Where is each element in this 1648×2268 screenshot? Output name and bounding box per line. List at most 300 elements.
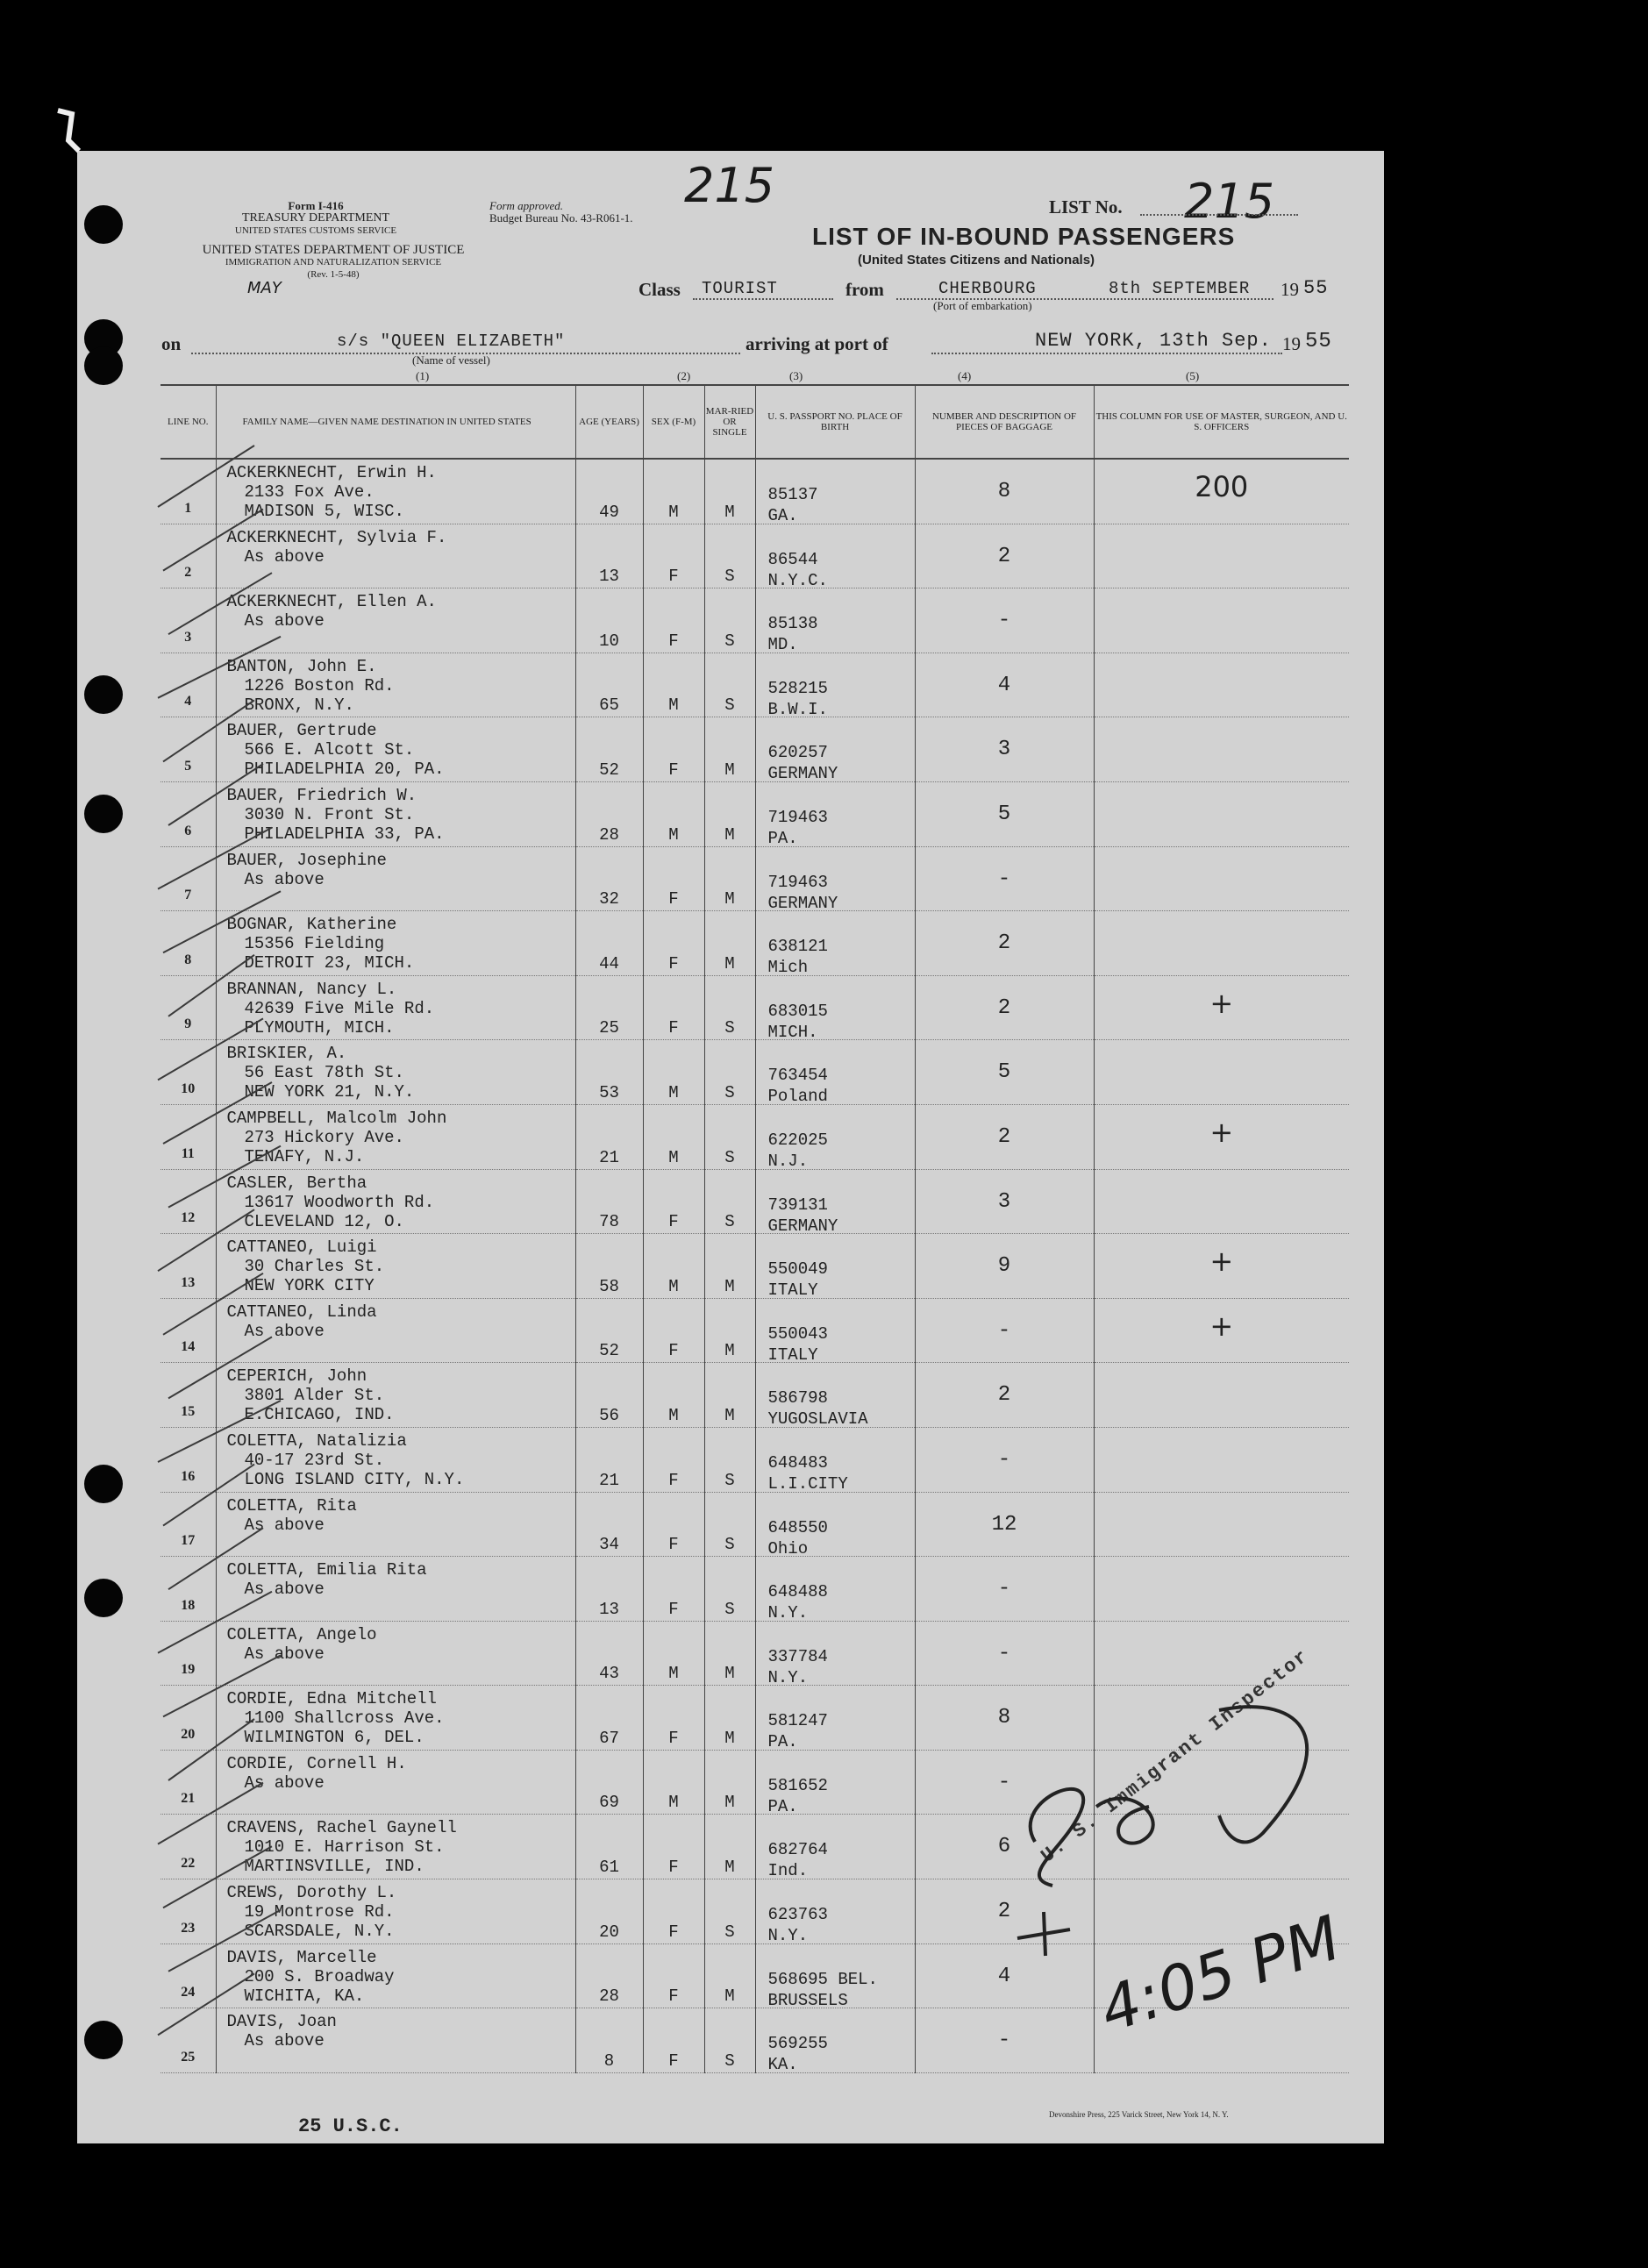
printer-imprint: Devonshire Press, 225 Varick Street, New York 14, N. Y.: [1049, 2110, 1229, 2119]
marital-status: S: [724, 1147, 735, 1167]
sex: F: [668, 1728, 679, 1748]
marital-status: M: [724, 889, 735, 909]
line-number: 1: [184, 500, 192, 516]
year-prefix: 19: [1281, 279, 1299, 300]
col-header-line: LINE NO.: [161, 385, 216, 459]
sex: F: [668, 953, 679, 974]
col-header-married: MAR-RIED OR SINGLE: [704, 385, 755, 459]
passenger-name: COLETTA, Emilia Rita: [226, 1560, 427, 1580]
passenger-name: CATTANEO, Luigi: [226, 1237, 377, 1258]
line-number: 24: [181, 1985, 196, 2001]
sex: F: [668, 1212, 679, 1232]
arrival-year-prefix: 19: [1282, 333, 1301, 354]
sex: F: [668, 889, 679, 909]
check-mark: [163, 1846, 272, 1908]
marital-status: M: [724, 1986, 735, 2007]
treasury-department: TREASURY DEPARTMENT: [241, 211, 390, 225]
baggage-count: 2: [997, 1900, 1011, 1924]
age: 32: [599, 889, 619, 909]
check-mark: [158, 1783, 263, 1844]
place-of-birth: N.Y.C.: [767, 570, 828, 590]
line-number: 21: [181, 1791, 196, 1807]
check-mark: [168, 1528, 263, 1589]
address-line-2: PLYMOUTH, MICH.: [244, 1017, 395, 1038]
address-line-2: CLEVELAND 12, O.: [244, 1211, 404, 1231]
address-line-2: NEW YORK CITY: [244, 1276, 375, 1296]
col-number-1: (1): [416, 369, 430, 382]
address-line-1: As above: [244, 1321, 325, 1341]
footer-code: 25 U.S.C.: [298, 2115, 403, 2137]
age: 25: [599, 1018, 619, 1038]
marital-status: M: [724, 1276, 735, 1296]
form-approved: Form approved.: [489, 199, 564, 212]
sex: F: [668, 1599, 679, 1619]
address-line-1: As above: [244, 546, 325, 567]
age: 21: [599, 1147, 619, 1167]
baggage-count: 5: [997, 802, 1011, 826]
line-number: 3: [184, 629, 192, 645]
line-number: 14: [181, 1339, 196, 1355]
address-line-2: PHILADELPHIA 33, PA.: [244, 824, 445, 844]
vessel-caption: (Name of vessel): [412, 353, 490, 367]
sex: M: [668, 1793, 679, 1813]
on-label: on: [161, 333, 182, 354]
address-line-1: 566 E. Alcott St.: [244, 740, 415, 760]
sex: M: [668, 502, 679, 522]
col-number-5: (5): [1186, 369, 1200, 382]
check-mark: [163, 700, 254, 761]
col-number-2: (2): [677, 369, 691, 382]
passport-number: 739131: [767, 1195, 828, 1215]
check-mark: [163, 1082, 272, 1144]
address-line-1: 2133 Fox Ave.: [244, 482, 375, 502]
place-of-birth: BRUSSELS: [767, 1990, 848, 2010]
place-of-birth: N.Y.: [767, 1603, 809, 1623]
place-of-birth: ITALY: [767, 1280, 818, 1301]
place-of-birth: Ind.: [767, 1861, 809, 1881]
marital-status: M: [724, 1793, 735, 1813]
sex: F: [668, 567, 679, 587]
place-of-birth: MICH.: [767, 1022, 818, 1042]
page-subtitle: (United States Citizens and Nationals): [858, 253, 1095, 267]
baggage-count: 8: [997, 1706, 1011, 1730]
place-of-birth: Mich: [767, 958, 809, 978]
place-of-birth: GERMANY: [767, 764, 838, 784]
arrival-port: NEW YORK, 13th Sep.: [1035, 330, 1272, 352]
address-line-1: 42639 Five Mile Rd.: [244, 998, 435, 1018]
passenger-name: CAMPBELL, Malcolm John: [226, 1108, 447, 1128]
sex: F: [668, 760, 679, 780]
passenger-name: COLETTA, Natalizia: [226, 1430, 407, 1451]
address-line-2: MADISON 5, WISC.: [244, 502, 404, 521]
address-line-2: BRONX, N.Y.: [244, 695, 354, 715]
passport-number: 763454: [767, 1066, 828, 1086]
place-of-birth: GERMANY: [767, 1216, 838, 1236]
passport-number: 569255: [767, 2034, 828, 2054]
sex: M: [668, 1664, 679, 1684]
handwritten-list-number: 215: [1184, 174, 1275, 229]
age: 65: [599, 695, 619, 716]
passenger-name: COLETTA, Rita: [226, 1495, 357, 1516]
place-of-birth: GERMANY: [767, 893, 838, 913]
line-number: 19: [181, 1662, 196, 1678]
address-line-2: TENAFY, N.J.: [244, 1146, 365, 1166]
place-of-birth: KA.: [767, 2055, 798, 2075]
address-line-2: SCARSDALE, N.Y.: [244, 1922, 395, 1942]
place-of-birth: L.I.CITY: [767, 1473, 848, 1494]
baggage-count: 2: [997, 995, 1011, 1020]
age: 52: [599, 1341, 619, 1361]
col-number-3: (3): [789, 369, 803, 382]
check-mark: [163, 891, 281, 952]
passenger-name: CEPERICH, John: [226, 1366, 367, 1387]
age: 34: [599, 1535, 619, 1555]
address-line-1: 15356 Fielding: [244, 934, 385, 954]
line-number: 22: [181, 1856, 196, 1872]
officer-remark: 200: [1195, 470, 1249, 503]
address-line-1: 1226 Boston Rd.: [244, 675, 395, 695]
address-line-1: As above: [244, 869, 325, 889]
place-of-birth: PA.: [767, 1796, 798, 1816]
passenger-name: BRISKIER, A.: [226, 1044, 347, 1064]
passport-number: 648488: [767, 1582, 828, 1602]
line-number: 25: [181, 2049, 196, 2065]
from-label: from: [845, 279, 884, 300]
place-of-birth: N.Y.: [767, 1667, 809, 1687]
marital-status: S: [724, 1082, 735, 1102]
check-mark: [168, 1910, 281, 1972]
line-number: 15: [181, 1403, 196, 1419]
passenger-name: DAVIS, Joan: [226, 2012, 337, 2032]
age: 20: [599, 1922, 619, 1942]
place-of-birth: PA.: [767, 1732, 798, 1752]
address-line-1: 19 Montrose Rd.: [244, 1902, 395, 1922]
officer-remark: +: [1209, 986, 1234, 1020]
passenger-name: CORDIE, Cornell H.: [226, 1753, 407, 1773]
passenger-name: CREWS, Dorothy L.: [226, 1883, 397, 1903]
line-number: 6: [184, 823, 192, 838]
list-no-label: LIST No.: [1049, 196, 1123, 218]
baggage-count: 3: [997, 738, 1011, 762]
line-number: 13: [181, 1274, 196, 1290]
marital-status: S: [724, 567, 735, 587]
passenger-name: BRANNAN, Nancy L.: [226, 979, 397, 999]
officer-remark: +: [1209, 1115, 1234, 1149]
handwritten-list-number-top: 215: [684, 158, 775, 213]
col-header-name: FAMILY NAME—GIVEN NAME DESTINATION IN UNITED STATES: [216, 385, 575, 459]
address-line-2: WICHITA, KA.: [244, 1986, 365, 2006]
from-value: CHERBOURG: [938, 279, 1037, 298]
passport-number: 682764: [767, 1840, 828, 1860]
sex: M: [668, 1276, 679, 1296]
sex: F: [668, 631, 679, 651]
line-number: 4: [184, 694, 192, 710]
age: 58: [599, 1276, 619, 1296]
address-line-2: LONG ISLAND CITY, N.Y.: [244, 1469, 465, 1489]
place-of-birth: N.Y.: [767, 1926, 809, 1946]
place-of-birth: N.J.: [767, 1151, 809, 1171]
col-header-age: AGE (YEARS): [575, 385, 643, 459]
address-line-2: NEW YORK 21, N.Y.: [244, 1082, 415, 1102]
address-line-1: As above: [244, 1644, 325, 1664]
col-header-passport: U. S. PASSPORT NO. PLACE OF BIRTH: [755, 385, 915, 459]
arriving-label: arriving at port of: [746, 333, 888, 354]
passport-number: 581652: [767, 1775, 828, 1795]
sex: M: [668, 824, 679, 845]
address-line-1: 273 Hickory Ave.: [244, 1127, 404, 1147]
marital-status: M: [724, 953, 735, 974]
age: 49: [599, 502, 619, 522]
passport-number: 622025: [767, 1130, 828, 1150]
baggage-count: 4: [997, 1964, 1011, 1988]
check-mark: [158, 1209, 254, 1271]
check-mark: [168, 955, 254, 1016]
departure-date: 8th SEPTEMBER: [1109, 279, 1251, 298]
line-number: 16: [181, 1468, 196, 1484]
age: 28: [599, 1986, 619, 2007]
check-mark: [158, 446, 254, 507]
passport-number: 623763: [767, 1905, 828, 1925]
place-of-birth: Poland: [767, 1087, 828, 1107]
passport-number: 581247: [767, 1711, 828, 1731]
address-line-1: 200 S. Broadway: [244, 1966, 395, 1986]
address-line-1: 3030 N. Front St.: [244, 804, 415, 824]
baggage-count: -: [997, 1770, 1011, 1794]
inspector-stamp: U. S. Immigrant Inspector: [1037, 1644, 1314, 1868]
passport-number: 719463: [767, 872, 828, 892]
sex: M: [668, 1405, 679, 1425]
baggage-count: 5: [997, 1060, 1011, 1085]
line-number: 20: [181, 1726, 196, 1742]
age: 43: [599, 1664, 619, 1684]
passport-number: 648550: [767, 1517, 828, 1537]
age: 67: [599, 1728, 619, 1748]
marital-status: S: [724, 631, 735, 651]
place-of-birth: B.W.I.: [767, 699, 828, 719]
check-mark: [163, 1655, 281, 1716]
address-line-1: As above: [244, 2031, 325, 2051]
budget-bureau: Budget Bureau No. 43-R061-1.: [489, 211, 633, 225]
passenger-name: CORDIE, Edna Mitchell: [226, 1689, 437, 1709]
baggage-count: -: [997, 1641, 1011, 1665]
marital-status: S: [724, 1599, 735, 1619]
address-line-1: As above: [244, 1580, 325, 1600]
address-line-1: 3801 Alder St.: [244, 1386, 385, 1406]
line-number: 10: [181, 1081, 196, 1096]
age: 13: [599, 1599, 619, 1619]
baggage-count: 6: [997, 1835, 1011, 1859]
check-mark: [158, 1592, 272, 1653]
check-mark: [158, 1018, 263, 1080]
place-of-birth: ITALY: [767, 1344, 818, 1365]
check-mark: [163, 1273, 263, 1335]
address-line-2: MARTINSVILLE, IND.: [244, 1857, 424, 1877]
passenger-name: BAUER, Josephine: [226, 850, 387, 870]
class-label: Class: [639, 279, 681, 300]
sex: F: [668, 1535, 679, 1555]
baggage-count: 4: [997, 673, 1011, 697]
handwritten-may: MAY: [247, 279, 282, 297]
passenger-name: CASLER, Bertha: [226, 1173, 367, 1193]
baggage-count: 12: [991, 1512, 1017, 1537]
place-of-birth: MD.: [767, 635, 798, 655]
line-number: 5: [184, 758, 192, 774]
line-number: 8: [184, 952, 192, 967]
sex: M: [668, 1147, 679, 1167]
passenger-name: ACKERKNECHT, Ellen A.: [226, 592, 437, 612]
justice-department: UNITED STATES DEPARTMENT OF JUSTICE: [202, 243, 465, 257]
marital-status: M: [724, 502, 735, 522]
baggage-count: -: [997, 867, 1011, 891]
sex: F: [668, 1470, 679, 1490]
marital-status: S: [724, 2050, 735, 2071]
sex: F: [668, 2050, 679, 2071]
class-value: TOURIST: [702, 279, 778, 298]
check-mark: [158, 828, 272, 889]
sex: M: [668, 1082, 679, 1102]
passport-number: 528215: [767, 678, 828, 698]
marital-status: M: [724, 1664, 735, 1684]
age: 28: [599, 824, 619, 845]
baggage-count: 2: [997, 1124, 1011, 1149]
age: 56: [599, 1405, 619, 1425]
check-mark: [168, 764, 263, 825]
baggage-count: -: [997, 609, 1011, 633]
address-line-2: PHILADELPHIA 20, PA.: [244, 760, 445, 780]
age: 44: [599, 953, 619, 974]
age: 53: [599, 1082, 619, 1102]
passport-number: 85137: [767, 485, 818, 504]
arrival-year-suffix: 55: [1305, 330, 1332, 353]
passport-number: 85138: [767, 614, 818, 634]
passenger-name: BAUER, Friedrich W.: [226, 785, 417, 805]
passport-number: 648483: [767, 1452, 828, 1473]
form-number: Form I-416: [288, 199, 344, 212]
passenger-name: CATTANEO, Linda: [226, 1302, 377, 1322]
baggage-count: -: [997, 1447, 1011, 1472]
page-title: LIST OF IN-BOUND PASSENGERS: [812, 223, 1236, 250]
check-mark: [168, 573, 272, 634]
port-caption: (Port of embarkation): [933, 299, 1032, 312]
passport-number: 719463: [767, 807, 828, 827]
officer-remark: +: [1209, 1309, 1234, 1343]
baggage-count: 2: [997, 931, 1011, 956]
passenger-name: CRAVENS, Rachel Gaynell: [226, 1818, 457, 1838]
passenger-name: COLETTA, Angelo: [226, 1624, 377, 1644]
marital-status: S: [724, 695, 735, 716]
address-line-1: 1010 E. Harrison St.: [244, 1837, 445, 1858]
signature-time: 4:05 PM: [1091, 1901, 1349, 2047]
marital-status: M: [724, 1858, 735, 1878]
sex: F: [668, 1018, 679, 1038]
check-mark: [168, 1337, 272, 1398]
marital-status: S: [724, 1535, 735, 1555]
age: 52: [599, 760, 619, 780]
line-number: 23: [181, 1920, 196, 1936]
customs-service: UNITED STATES CUSTOMS SERVICE: [234, 225, 397, 236]
ins-service: IMMIGRATION AND NATURALIZATION SERVICE: [225, 257, 442, 267]
baggage-count: 3: [997, 1189, 1011, 1214]
passport-number: 568695 BEL.: [767, 1969, 878, 1989]
col-number-4: (4): [958, 369, 972, 382]
marital-status: S: [724, 1470, 735, 1490]
baggage-count: 2: [997, 1383, 1011, 1408]
passport-number: 337784: [767, 1646, 828, 1666]
passenger-name: DAVIS, Marcelle: [226, 1947, 377, 1967]
line-number: 11: [181, 1145, 195, 1161]
line-number: 18: [181, 1597, 196, 1613]
marital-status: M: [724, 1728, 735, 1748]
passenger-name: ACKERKNECHT, Sylvia F.: [226, 527, 447, 547]
place-of-birth: PA.: [767, 828, 798, 848]
address-line-2: DETROIT 23, MICH.: [244, 953, 415, 974]
line-number: 12: [181, 1210, 196, 1226]
sex: M: [668, 695, 679, 716]
year-suffix: 55: [1303, 277, 1329, 299]
marital-status: M: [724, 760, 735, 780]
passenger-name: BANTON, John E.: [226, 656, 377, 676]
passport-number: 550049: [767, 1259, 828, 1280]
check-mark: [168, 1146, 281, 1208]
age: 21: [599, 1470, 619, 1490]
baggage-count: 8: [997, 480, 1011, 503]
passport-number: 550043: [767, 1323, 828, 1344]
age: 10: [599, 631, 619, 651]
passport-number: 638121: [767, 937, 828, 957]
col-header-officers: THIS COLUMN FOR USE OF MASTER, SURGEON, AND U. S. OFFICERS: [1094, 385, 1349, 459]
address-line-2: E.CHICAGO, IND.: [244, 1405, 395, 1425]
col-header-sex: SEX (F-M): [643, 385, 704, 459]
place-of-birth: Ohio: [767, 1538, 809, 1558]
line-number: 7: [184, 888, 192, 903]
vessel-name: s/s "QUEEN ELIZABETH": [337, 332, 566, 351]
address-line-1: As above: [244, 611, 325, 631]
marital-status: M: [724, 824, 735, 845]
check-mark: [158, 637, 281, 698]
baggage-count: -: [997, 1577, 1011, 1601]
address-line-1: 40-17 23rd St.: [244, 1450, 385, 1470]
age: 13: [599, 567, 619, 587]
address-line-1: As above: [244, 1772, 325, 1793]
marital-status: S: [724, 1212, 735, 1232]
sex: F: [668, 1341, 679, 1361]
line-number: 2: [184, 565, 192, 581]
sex: F: [668, 1922, 679, 1942]
baggage-count: -: [997, 1318, 1011, 1343]
marital-status: S: [724, 1922, 735, 1942]
passenger-name: ACKERKNECHT, Erwin H.: [226, 463, 437, 482]
place-of-birth: YUGOSLAVIA: [767, 1409, 868, 1430]
address-line-1: 13617 Woodworth Rd.: [244, 1192, 435, 1212]
col-header-baggage: NUMBER AND DESCRIPTION OF PIECES OF BAGGAGE: [915, 385, 1094, 459]
baggage-count: 9: [997, 1254, 1011, 1279]
check-mark: [168, 1719, 254, 1780]
passport-number: 683015: [767, 1001, 828, 1021]
line-number: 17: [181, 1533, 196, 1549]
revision: (Rev. 1-5-48): [307, 269, 360, 280]
passenger-name: BAUER, Gertrude: [226, 721, 377, 741]
sex: F: [668, 1986, 679, 2007]
line-number: 9: [184, 1016, 192, 1032]
marital-status: S: [724, 1018, 735, 1038]
check-mark: [163, 510, 263, 571]
check-mark: [163, 1465, 254, 1526]
place-of-birth: GA.: [767, 506, 798, 525]
address-line-1: As above: [244, 1515, 325, 1535]
passport-number: 620257: [767, 743, 828, 763]
sex: F: [668, 1858, 679, 1878]
marital-status: M: [724, 1341, 735, 1361]
